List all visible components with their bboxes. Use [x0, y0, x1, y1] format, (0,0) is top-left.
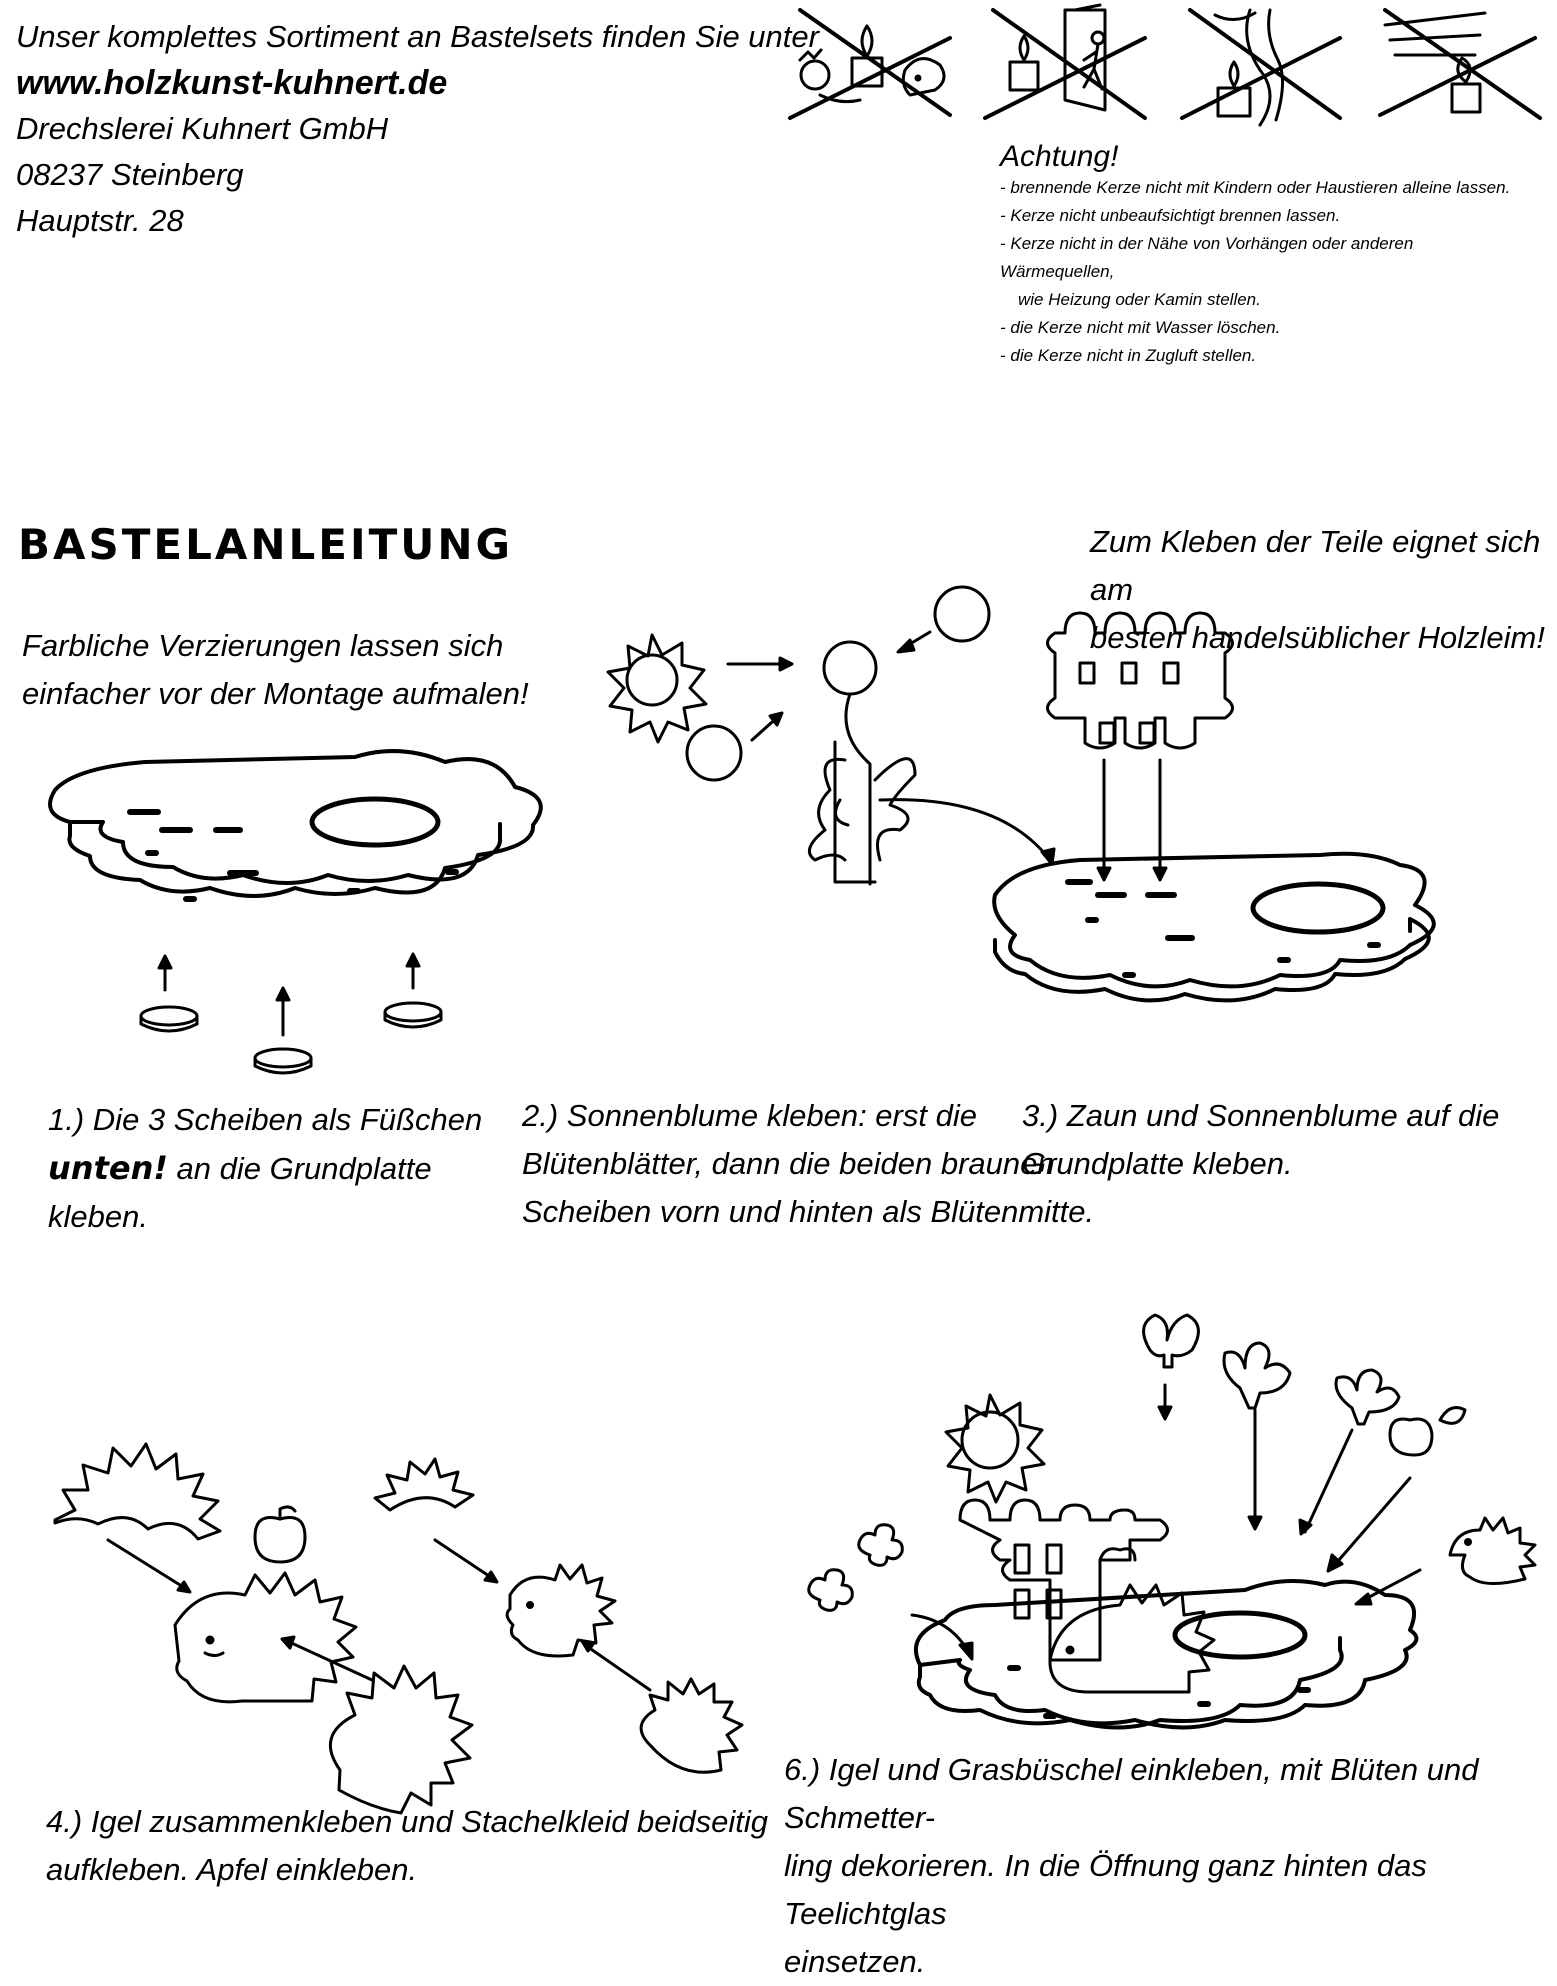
company-street: Hauptstr. 28: [16, 203, 184, 238]
warning-title: Achtung!: [1000, 140, 1119, 173]
step-3-line: Grundplatte kleben.: [1022, 1146, 1293, 1181]
glue-note: [1090, 518, 1557, 662]
step-4-line: 4.) Igel zusammenkleben und Stachelkleid beidseitig: [46, 1804, 769, 1839]
apple-piece: [255, 1507, 305, 1562]
hedgehog-small-parts: [375, 1459, 742, 1772]
warning-item: - Kerze nicht in der Nähe von Vorhängen oder anderen Wärmequellen,: [1000, 234, 1414, 281]
paint-note-line: Farbliche Verzierungen lassen sich: [22, 628, 504, 663]
step-3-line: 3.) Zaun und Sonnenblume auf die: [1022, 1098, 1500, 1133]
company-name: Drechslerei Kuhnert GmbH: [16, 111, 389, 146]
step-2-line: Scheiben vorn und hinten als Blütenmitte.: [522, 1194, 1095, 1229]
candle-draft-crossed-icon: [1380, 10, 1540, 118]
step-6-line: 6.) Igel und Grasbüschel einkleben, mit Blüten und Schmetter-: [784, 1752, 1479, 1835]
step-6-line: ling dekorieren. In die Öffnung ganz hinten das Teelichtglas: [784, 1848, 1427, 1931]
feet-discs: [141, 954, 441, 1073]
decor-pieces: [809, 1315, 1535, 1610]
warning-list: [1000, 174, 1520, 370]
warning-item: wie Heizung oder Kamin stellen.: [1018, 290, 1261, 309]
step-1-line: [48, 1144, 482, 1193]
base-plate-step1: [50, 751, 541, 899]
step-1-line-rest: an die Grundplatte: [167, 1151, 432, 1186]
shop-intro-text: Unser komplettes Sortiment an Bastelsets finden Sie unter: [16, 19, 819, 54]
candle-unattended-crossed-icon: [985, 5, 1145, 118]
base-plate-step3: [994, 854, 1434, 1001]
glue-note-line: Zum Kleben der Teile eignet sich am: [1090, 524, 1541, 607]
warning-block: [1000, 140, 1520, 370]
shop-url-link[interactable]: www.holzkunst-kuhnert.de: [16, 64, 448, 102]
brown-discs: [687, 587, 989, 780]
step-2-text: [522, 1092, 1094, 1236]
step-4-line: aufkleben. Apfel einkleben.: [46, 1852, 418, 1887]
sunflower-petals: [608, 635, 706, 742]
step-4-text: [46, 1798, 768, 1894]
sunflower-stem: [809, 642, 915, 884]
step4-arrows: [108, 1540, 650, 1690]
paint-note-line: einfacher vor der Montage aufmalen!: [22, 676, 529, 711]
step-3-text: [1022, 1092, 1499, 1188]
warning-item: - Kerze nicht unbeaufsichtigt brennen lassen.: [1000, 206, 1341, 225]
warning-item: - die Kerze nicht mit Wasser löschen.: [1000, 318, 1281, 337]
warning-item: - die Kerze nicht in Zugluft stellen.: [1000, 346, 1257, 365]
step-6-line: einsetzen.: [784, 1944, 926, 1979]
step-2-line: Blütenblätter, dann die beiden braunen: [522, 1146, 1055, 1181]
hedgehog-spikes-back: [330, 1666, 472, 1813]
company-city: 08237 Steinberg: [16, 157, 244, 192]
step-1-line: kleben.: [48, 1199, 148, 1234]
step6-arrows: [912, 1385, 1420, 1659]
step-1-text: [48, 1096, 482, 1241]
paint-note: [22, 622, 529, 718]
assembled-scene: [916, 1395, 1417, 1728]
step-2-line: 2.) Sonnenblume kleben: erst die: [522, 1098, 977, 1133]
candle-children-pets-crossed-icon: [790, 10, 950, 118]
warning-item: - brennende Kerze nicht mit Kindern oder Haustieren alleine lassen.: [1000, 178, 1511, 197]
step-1-line: 1.) Die 3 Scheiben als Füßchen: [48, 1102, 483, 1137]
step-1-emphasis: unten!: [48, 1149, 168, 1187]
glue-note-line: besten handelsüblicher Holzleim!: [1090, 620, 1545, 655]
candle-curtain-crossed-icon: [1182, 10, 1340, 125]
hedgehog-body: [175, 1573, 356, 1702]
instructions-title: BASTELANLEITUNG: [18, 520, 513, 569]
step-6-text: [784, 1746, 1557, 1986]
hedgehog-spikes-large: [55, 1444, 220, 1539]
